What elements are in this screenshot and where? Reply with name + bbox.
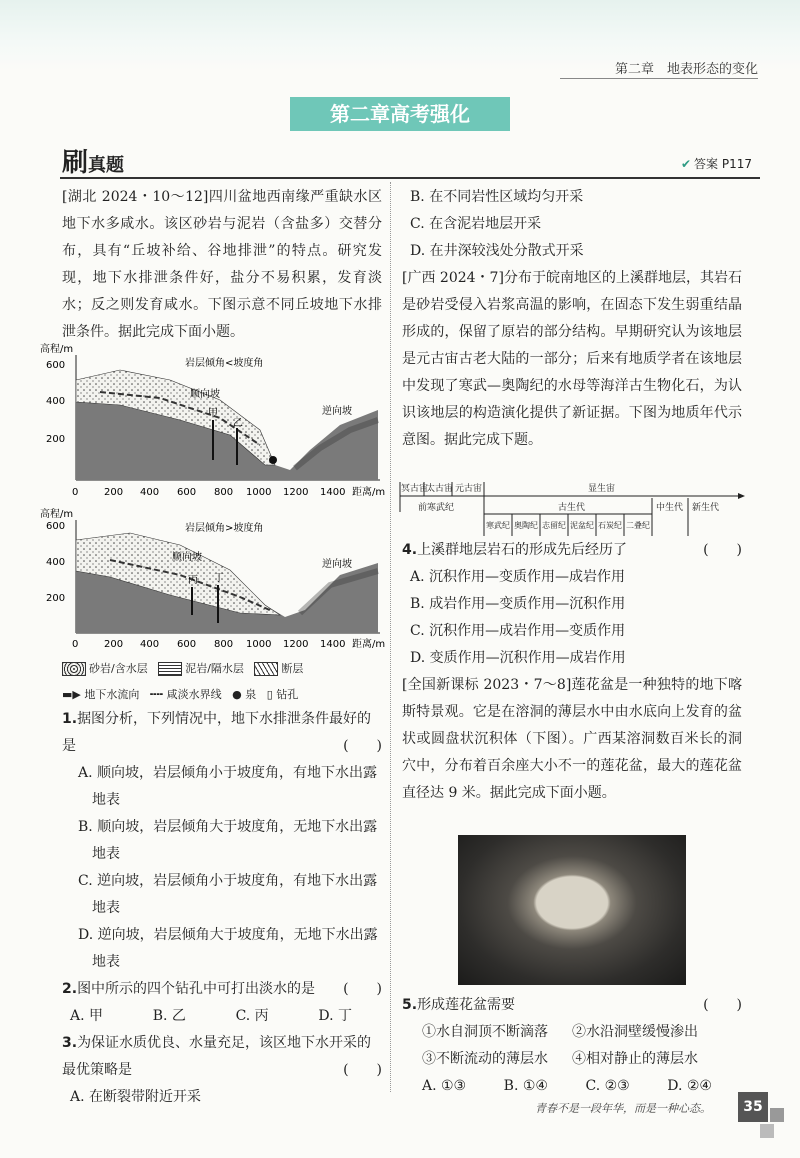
legend-item: 砂岩/含水层 bbox=[89, 662, 148, 675]
fig1-xtick: 0 bbox=[72, 487, 79, 498]
period-label: 寒武纪 bbox=[486, 521, 510, 530]
fig2-well1-label: 丙 bbox=[188, 575, 198, 586]
question-stem: 形成莲花盆需要 bbox=[417, 997, 516, 1013]
right-top-block bbox=[402, 184, 742, 454]
answer-reference bbox=[681, 155, 752, 172]
fig2-well2-label: 丁 bbox=[214, 573, 224, 584]
item: ①水自洞顶不断滴落 bbox=[422, 1024, 548, 1040]
question-3 bbox=[62, 1030, 382, 1084]
answer-paren: ( ) bbox=[343, 981, 382, 997]
fig2-ytick: 200 bbox=[46, 593, 66, 604]
cross-section-figure-2 bbox=[40, 505, 390, 655]
legend-item: 地下水流向 bbox=[84, 688, 140, 701]
era-label: 新生代 bbox=[692, 503, 720, 513]
fig1-xtick: 400 bbox=[140, 487, 160, 498]
period-label: 志留纪 bbox=[542, 521, 566, 530]
period-label: 泥盆纪 bbox=[570, 521, 594, 530]
passage-hubei: [湖北 2024・10～12]四川盆地西南缘严重缺水区地下水多咸水。该区砂岩与泥岩（含盐多）交替分布，具有“丘坡补给、谷地排泄”的特点。研究发现，地下水排泄条件好，盐分不易积累，发育淡水；反之则发育咸水。下图示意不同丘坡地下水排泄条件。据此完成下面小题。 bbox=[62, 189, 382, 340]
option[interactable]: A. 顺向坡，岩层倾角小于坡度角，有地下水出露地表 bbox=[78, 765, 378, 808]
fig2-ylabel: 高程/m bbox=[40, 509, 74, 520]
left-intro-block bbox=[62, 184, 382, 346]
question-4 bbox=[402, 537, 742, 564]
option[interactable]: D. 逆向坡，岩层倾角大于坡度角，无地下水出露地表 bbox=[78, 927, 378, 970]
items-row bbox=[422, 1019, 742, 1046]
precambrian-label: 前寒武纪 bbox=[418, 503, 455, 513]
passage-guangxi: [广西 2024・7]分布于皖南地区的上溪群地层，其岩石是砂岩受侵入岩浆高温的影响，在固态下发生弱重结晶形成的，保留了原岩的部分结构。早期研究认为该地层是元古宙古老大陆的一部分；后来有地质学者在该地层中发现了寒武—奥陶纪的水母等海洋古生物化石，为认识该地层的构造演化提供了新证据。下图为地质年代示意图。据此完成下题。 bbox=[402, 270, 742, 448]
fig1-xtick: 600 bbox=[177, 487, 197, 498]
question-5 bbox=[402, 992, 742, 1019]
left-questions bbox=[62, 706, 382, 1111]
period-label: 奥陶纪 bbox=[514, 521, 538, 530]
legend-item: 咸淡水界线 bbox=[166, 688, 222, 701]
geologic-timeline bbox=[398, 478, 748, 540]
question-number: 1. bbox=[62, 711, 78, 727]
answer-paren: ( ) bbox=[703, 542, 742, 558]
option[interactable]: B. 乙 bbox=[152, 1008, 186, 1024]
fig1-xlabel: 距离/m bbox=[352, 487, 386, 498]
timeline-arrow-icon bbox=[738, 493, 745, 499]
fig2-caption: 岩层倾角>坡度角 bbox=[185, 523, 264, 534]
page-number: 35 bbox=[738, 1092, 768, 1122]
check-icon: ✔ bbox=[680, 157, 692, 171]
legend-item: 钻孔 bbox=[276, 688, 299, 701]
fig2-xtick: 1200 bbox=[283, 639, 309, 650]
fig2-ytick: 400 bbox=[46, 557, 66, 568]
fig1-label-b: 逆向坡 bbox=[322, 406, 352, 417]
option[interactable]: D. 丁 bbox=[318, 1008, 352, 1024]
item: ④相对静止的薄层水 bbox=[572, 1051, 698, 1067]
era-label: 中生代 bbox=[656, 503, 684, 513]
eon-label: 显生宙 bbox=[588, 484, 616, 494]
period-label: 石炭纪 bbox=[598, 521, 622, 530]
question-number: 4. bbox=[402, 542, 418, 558]
fig1-xtick: 800 bbox=[214, 487, 234, 498]
fig2-xlabel: 距离/m bbox=[352, 639, 386, 650]
legend-item: 泥岩/隔水层 bbox=[185, 662, 244, 675]
option[interactable]: B. 在不同岩性区域均匀开采 bbox=[410, 189, 584, 205]
running-head-rule bbox=[560, 78, 758, 79]
eon-label: 冥古宙 bbox=[401, 484, 429, 494]
fig2-label-a: 顺向坡 bbox=[172, 552, 202, 563]
fig1-well2-label: 乙 bbox=[233, 418, 243, 429]
option[interactable]: C. 沉积作用—成岩作用—变质作用 bbox=[410, 623, 626, 639]
option[interactable]: B. ①④ bbox=[503, 1078, 548, 1094]
fig2-xtick: 400 bbox=[140, 639, 160, 650]
question-stem: 图中所示的四个钻孔中可打出淡水的是 bbox=[77, 981, 316, 997]
page-number-decoration bbox=[760, 1124, 774, 1138]
answer-paren: ( ) bbox=[343, 1062, 382, 1078]
items-row bbox=[422, 1046, 742, 1073]
fig1-ytick: 600 bbox=[46, 360, 66, 371]
options-row bbox=[70, 1003, 352, 1030]
column-divider bbox=[390, 182, 391, 1092]
option[interactable]: A. 沉积作用—变质作用—成岩作用 bbox=[410, 569, 626, 585]
legend-item: 泉 bbox=[245, 688, 257, 701]
fig1-xtick: 200 bbox=[104, 487, 124, 498]
answer-paren: ( ) bbox=[343, 738, 382, 754]
question-1 bbox=[62, 706, 382, 760]
question-number: 5. bbox=[402, 997, 418, 1013]
option[interactable]: D. 在井深较浅处分散式开采 bbox=[410, 243, 584, 259]
options-row bbox=[422, 1073, 712, 1100]
answer-reference-text: 答案 P117 bbox=[694, 157, 752, 171]
question-stem: 据图分析，下列情况中，地下水排泄条件最好的是 bbox=[62, 711, 372, 754]
item: ②水沿洞壁缓慢渗出 bbox=[572, 1024, 698, 1040]
eon-label: 太古宙 bbox=[426, 484, 454, 494]
option[interactable]: A. ①③ bbox=[422, 1078, 467, 1094]
era-label: 古生代 bbox=[558, 503, 586, 513]
boundary-line-icon: ╍╍ bbox=[149, 688, 164, 701]
cross-section-figure-1 bbox=[40, 340, 390, 505]
question-number: 2. bbox=[62, 981, 78, 997]
legend-item: 断层 bbox=[281, 662, 304, 675]
fig2-label-b: 逆向坡 bbox=[322, 559, 352, 570]
fig2-xtick: 0 bbox=[72, 639, 79, 650]
fig1-xtick: 1200 bbox=[283, 487, 309, 498]
question-number: 3. bbox=[62, 1035, 78, 1051]
chapter-title: 第二章高考强化 bbox=[290, 97, 510, 131]
option[interactable]: C. 丙 bbox=[235, 1008, 269, 1024]
option[interactable]: C. 逆向坡，岩层倾角小于坡度角，有地下水出露地表 bbox=[78, 873, 378, 916]
question-stem: 上溪群地层岩石的形成先后经历了 bbox=[417, 542, 628, 558]
fig2-xtick: 1400 bbox=[320, 639, 346, 650]
fig1-label-a: 顺向坡 bbox=[190, 389, 220, 400]
passage-lotus-basin: [全国新课标 2023・7～8]莲花盆是一种独特的地下喀斯特景观。它是在溶洞的薄层水中由水底向上发育的盆状或圆盘状沉积体（下图）。广西某溶洞数百米长的洞穴中，分布着百余座大小不一的莲花盆，最大的莲花盆直径达 9 米。据此完成下面小题。 bbox=[402, 677, 742, 801]
fault-swatch bbox=[254, 662, 278, 676]
option[interactable]: D. 变质作用—沉积作用—成岩作用 bbox=[410, 650, 626, 666]
running-head: 第二章 地表形态的变化 bbox=[614, 62, 758, 77]
fig1-ytick: 200 bbox=[46, 434, 66, 445]
footer-motto: 青春不是一段年华，而是一种心态。 bbox=[535, 1102, 711, 1115]
right-bottom-block bbox=[402, 992, 742, 1100]
option[interactable]: B. 顺向坡，岩层倾角大于坡度角，无地下水出露地表 bbox=[78, 819, 378, 862]
flow-arrow-icon: ▬▶ bbox=[62, 688, 81, 701]
fig1-caption: 岩层倾角<坡度角 bbox=[185, 358, 264, 369]
fig1-xtick: 1000 bbox=[246, 487, 272, 498]
fig2-xtick: 800 bbox=[214, 639, 234, 650]
fig1-xtick: 1400 bbox=[320, 487, 346, 498]
top-rule bbox=[60, 177, 760, 179]
section-mark bbox=[62, 142, 124, 179]
fig2-xtick: 600 bbox=[177, 639, 197, 650]
fig1-ytick: 400 bbox=[46, 396, 66, 407]
figure-legend bbox=[62, 656, 382, 708]
spring-icon: ● bbox=[232, 688, 242, 701]
fig1-well1-label: 甲 bbox=[208, 408, 218, 419]
page-number-decoration bbox=[770, 1108, 784, 1122]
option[interactable]: A. 甲 bbox=[70, 1008, 104, 1024]
eon-label: 元古宙 bbox=[455, 484, 483, 494]
answer-paren: ( ) bbox=[703, 997, 742, 1013]
option[interactable]: D. ②④ bbox=[667, 1078, 712, 1094]
option[interactable]: A. 在断裂带附近开采 bbox=[70, 1089, 202, 1105]
fig1-spring bbox=[269, 456, 277, 464]
fig2-xtick: 1000 bbox=[246, 639, 272, 650]
fig2-ytick: 600 bbox=[46, 521, 66, 532]
option[interactable]: C. ②③ bbox=[585, 1078, 630, 1094]
sandstone-swatch bbox=[62, 662, 86, 676]
question-2 bbox=[62, 976, 382, 1003]
question-stem: 为保证水质优良、水量充足，该区地下水开采的最优策略是 bbox=[62, 1035, 372, 1078]
option[interactable]: B. 成岩作用—变质作用—沉积作用 bbox=[410, 596, 626, 612]
fig1-ylabel: 高程/m bbox=[40, 344, 74, 355]
mudstone-swatch bbox=[158, 662, 182, 676]
lotus-basin-photo bbox=[458, 835, 686, 985]
period-label: 二叠纪 bbox=[626, 521, 650, 530]
option[interactable]: C. 在含泥岩地层开采 bbox=[410, 216, 542, 232]
section-mark-big: 刷 bbox=[62, 148, 89, 178]
fig2-xtick: 200 bbox=[104, 639, 124, 650]
borehole-icon: ▯ bbox=[266, 688, 273, 701]
section-mark-small: 真题 bbox=[88, 155, 125, 176]
item: ③不断流动的薄层水 bbox=[422, 1051, 548, 1067]
right-mid-block bbox=[402, 537, 742, 807]
